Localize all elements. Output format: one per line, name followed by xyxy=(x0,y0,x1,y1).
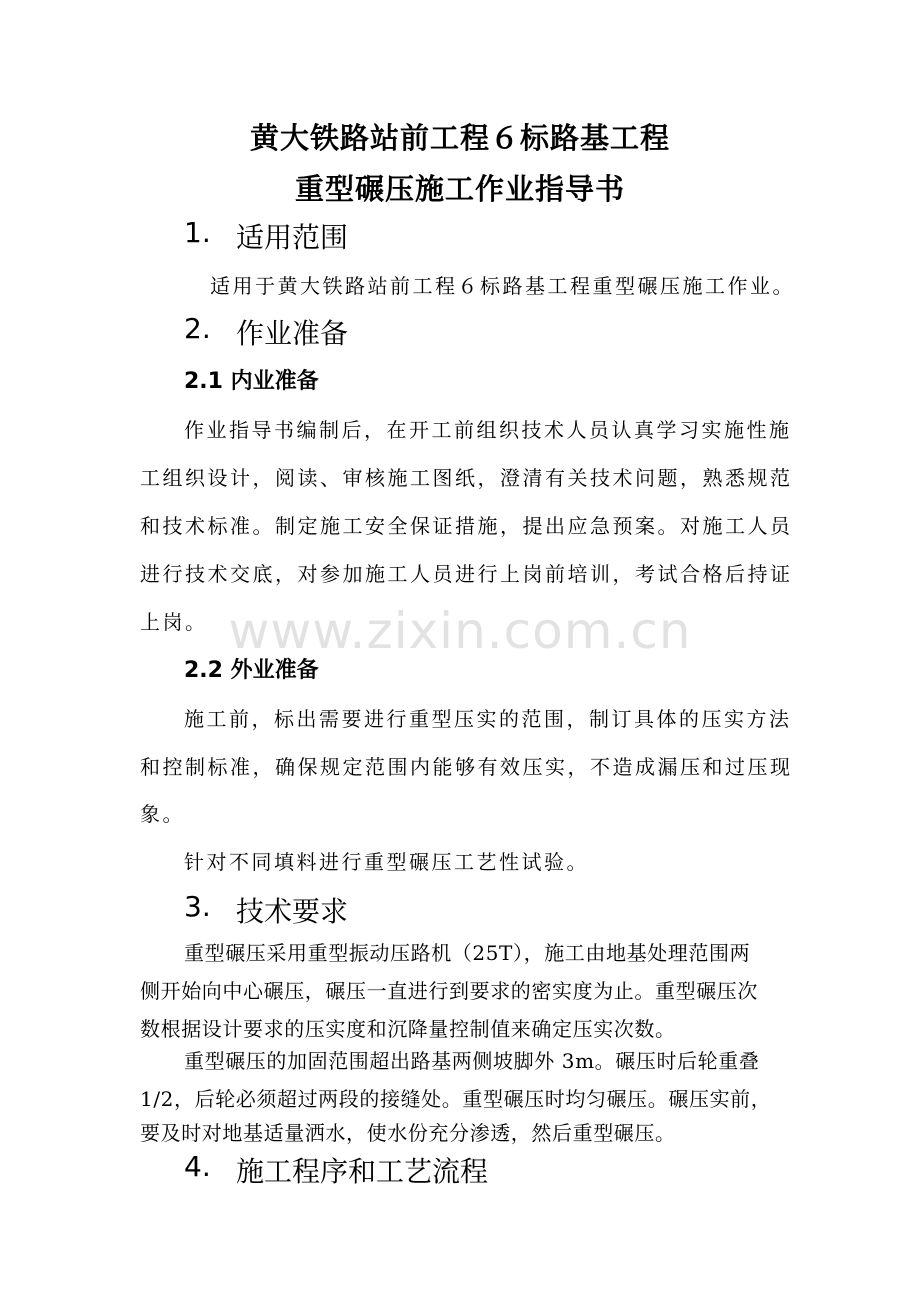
section-3-title: 技术要求 xyxy=(236,895,349,928)
paragraph-line: 象。 xyxy=(140,802,185,826)
section-4-number: 4. xyxy=(184,1150,211,1183)
paragraph-line: 针对不同填料进行重型碾压工艺性试验。 xyxy=(184,850,589,874)
document-title-line1: 黄大铁路站前工程６标路基工程 xyxy=(249,121,670,155)
paragraph-line: 和控制标准，确保规定范围内能够有效压实，不造成漏压和过压现 xyxy=(140,755,793,779)
paragraph-line: 和技术标准。制定施工安全保证措施，提出应急预案。对施工人员 xyxy=(140,514,793,538)
paragraph-line: 重型碾压采用重型振动压路机（25T），施工由地基处理范围两 xyxy=(184,941,751,965)
paragraph-line: 1/2，后轮必须超过两段的接缝处。重型碾压时均匀碾压。碾压实前， xyxy=(140,1087,772,1111)
section-2-heading xyxy=(184,312,584,348)
paragraph-line: 侧开始向中心碾压，碾压一直进行到要求的密实度为止。重型碾压次 xyxy=(140,979,758,1003)
section-4-heading xyxy=(184,1150,604,1186)
section-3-heading xyxy=(184,890,584,926)
paragraph-line: 进行技术交底，对参加施工人员进行上岗前培训，考试合格后持证 xyxy=(140,562,793,586)
paragraph-line: 上岗。 xyxy=(140,610,208,634)
section-2-title: 作业准备 xyxy=(236,317,349,350)
section-2-number: 2. xyxy=(184,312,211,345)
subsection-2-2-title: 2.2 外业准备 xyxy=(184,658,319,683)
section-1-paragraph: 适用于黄大铁路站前工程６标路基工程重型碾压施工作业。 xyxy=(210,274,795,298)
paragraph-line: 重型碾压的加固范围超出路基两侧坡脚外 3m。碾压时后轮重叠 xyxy=(184,1049,760,1073)
paragraph-line: 工组织设计，阅读、审核施工图纸，澄清有关技术问题，熟悉规范 xyxy=(140,466,793,490)
section-1-title: 适用范围 xyxy=(236,221,349,254)
section-4-title: 施工程序和工艺流程 xyxy=(236,1155,489,1188)
section-3-number: 3. xyxy=(184,890,211,923)
watermark: www.zixin.com.cn xyxy=(228,602,692,660)
subsection-2-1-title: 2.1 内业准备 xyxy=(184,369,319,394)
paragraph-line: 数根据设计要求的压实度和沉降量控制值来确定压实次数。 xyxy=(140,1017,676,1041)
document-title-line2: 重型碾压施工作业指导书 xyxy=(294,172,625,206)
paragraph-line: 要及时对地基适量洒水，使水份充分渗透，然后重型碾压。 xyxy=(140,1121,676,1145)
section-1-number: 1. xyxy=(184,216,211,249)
paragraph-line: 施工前，标出需要进行重型压实的范围，制订具体的压实方法 xyxy=(184,707,792,731)
section-1-heading xyxy=(184,216,584,252)
paragraph-line: 作业指导书编制后，在开工前组织技术人员认真学习实施性施 xyxy=(184,418,792,442)
